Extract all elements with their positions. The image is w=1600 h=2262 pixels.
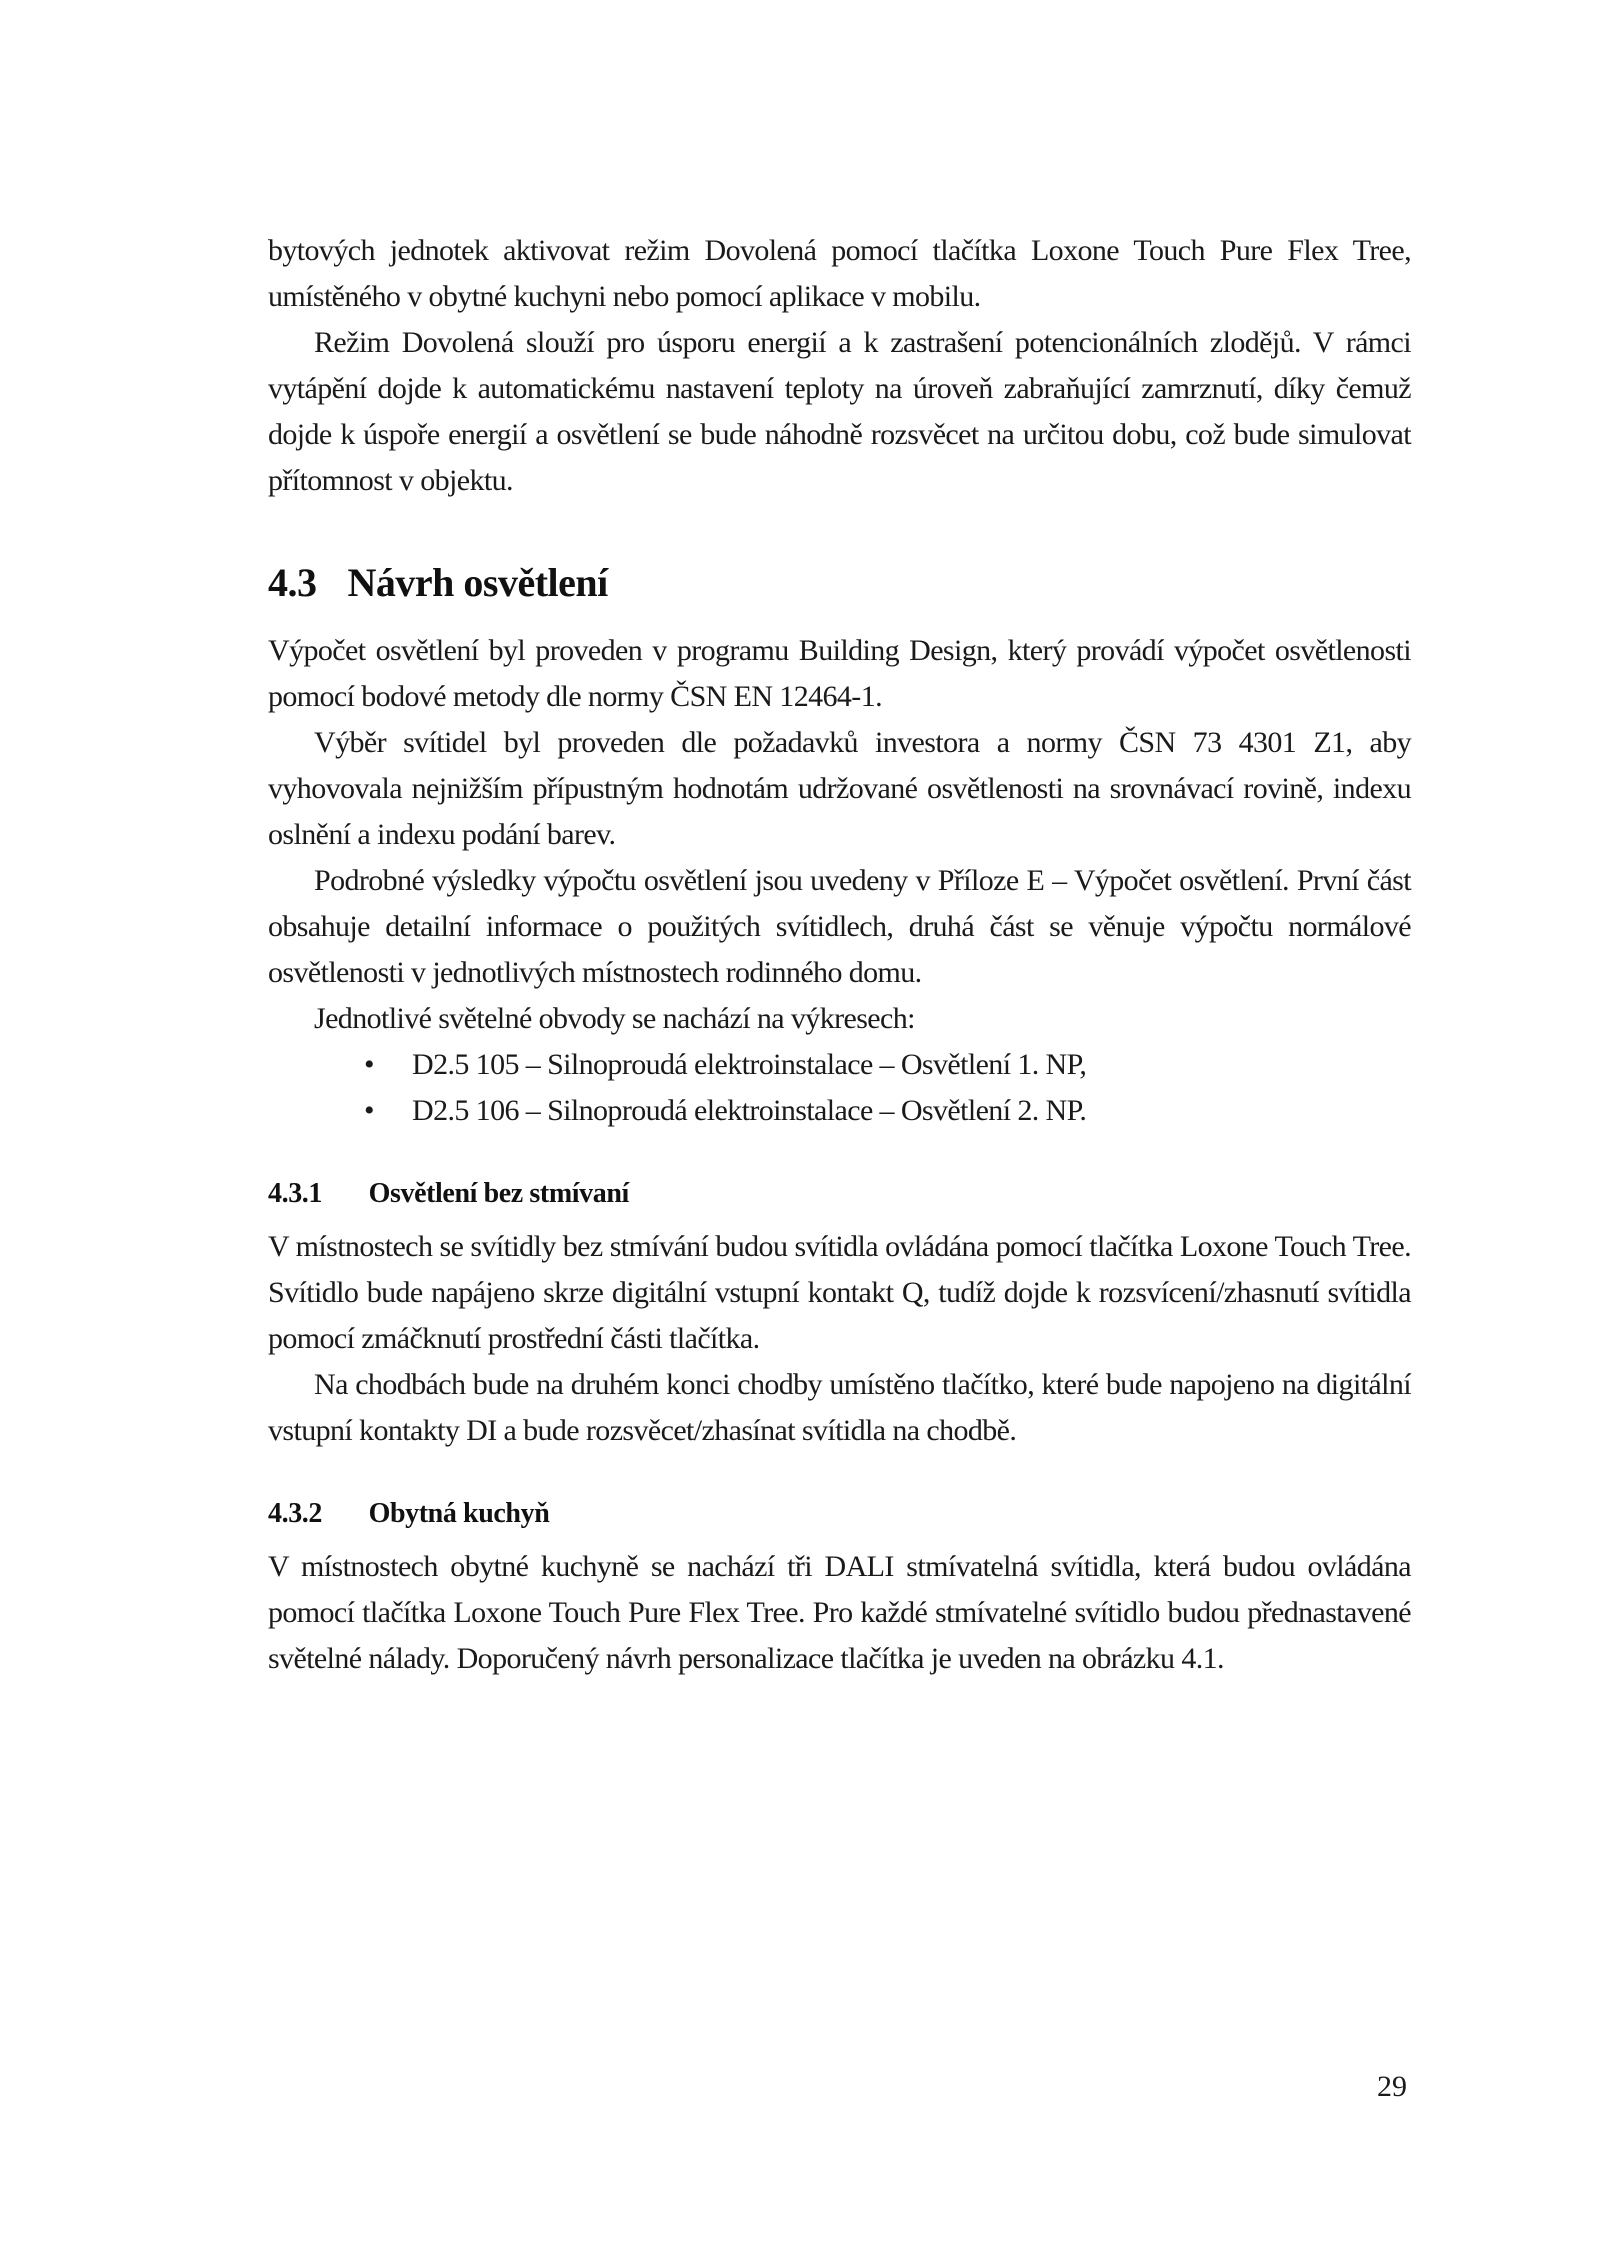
paragraph-4-3-1-b: Na chodbách bude na druhém konci chodby umístěno tlačítko, které bude napojeno na digitální vstupní kontakty DI a bude rozsvěcet/zhasínat svítidla na chodbě. bbox=[268, 1368, 1411, 1447]
section-heading-4-3 bbox=[268, 558, 1411, 608]
paragraph-4-3-3: Podrobné výsledky výpočtu osvětlení jsou uvedeny v Příloze E – Výpočet osvětlení. První část obsahuje detailní informace o použitých svítidlech, druhá část se věnuje výpočtu normálové osvětlenosti v jednotlivých místnostech rodinného domu. bbox=[268, 864, 1411, 989]
section-number: 4.3 bbox=[268, 560, 317, 605]
section-title: Osvětlení bez stmívaní bbox=[368, 1178, 629, 1209]
section-heading-4-3-2 bbox=[268, 1494, 1411, 1534]
list-item-text: D2.5 105 – Silnoproudá elektroinstalace – Osvětlení 1. NP, bbox=[412, 1048, 1087, 1081]
section-title: Návrh osvětlení bbox=[347, 560, 608, 605]
drawing-list bbox=[268, 1042, 1411, 1134]
paragraph-4-3-4: Jednotlivé světelné obvody se nachází na výkresech: bbox=[314, 1002, 915, 1035]
paragraph-4-3-2: Výběr svítidel byl proveden dle požadavků investora a normy ČSN 73 4301 Z1, aby vyhovovala nejnižším přípustným hodnotám udržované osvětlenosti na srovnávací rovině, indexu oslnění a indexu podání barev. bbox=[268, 726, 1411, 851]
section-title: Obytná kuchyň bbox=[368, 1498, 550, 1529]
section-number: 4.3.2 bbox=[268, 1498, 323, 1529]
list-item bbox=[268, 1042, 1411, 1088]
list-item-text: D2.5 106 – Silnoproudá elektroinstalace – Osvětlení 2. NP. bbox=[412, 1094, 1087, 1127]
paragraph-intro-1: bytových jednotek aktivovat režim Dovolená pomocí tlačítka Loxone Touch Pure Flex Tree, umístěného v obytné kuchyni nebo pomocí aplikace v mobilu. bbox=[268, 234, 1411, 313]
list-item bbox=[268, 1088, 1411, 1134]
paragraph-4-3-1-a: V místnostech se svítidly bez stmívání budou svítidla ovládána pomocí tlačítka Loxone Touch Tree. Svítidlo bude napájeno skrze digitální vstupní kontakt Q, tudíž dojde k rozsvícení/zhasnutí svítidla pomocí zmáčknutí prostřední části tlačítka. bbox=[268, 1230, 1411, 1355]
bullet-icon: • bbox=[364, 1094, 374, 1127]
paragraph-4-3-1: Výpočet osvětlení byl proveden v programu Building Design, který provádí výpočet osvětlenosti pomocí bodové metody dle normy ČSN EN 12464-1. bbox=[268, 634, 1411, 713]
page-number: 29 bbox=[1377, 2070, 1407, 2103]
section-number: 4.3.1 bbox=[268, 1178, 323, 1209]
document-page bbox=[268, 228, 1411, 1682]
bullet-icon: • bbox=[364, 1048, 374, 1081]
paragraph-4-3-2-a: V místnostech obytné kuchyně se nachází tři DALI stmívatelná svítidla, která budou ovládána pomocí tlačítka Loxone Touch Pure Flex Tree. Pro každé stmívatelné svítidlo budou přednastavené světelné nálady. Doporučený návrh personalizace tlačítka je uveden na obrázku 4.1. bbox=[268, 1550, 1411, 1675]
section-heading-4-3-1 bbox=[268, 1174, 1411, 1214]
paragraph-intro-2: Režim Dovolená slouží pro úsporu energií a k zastrašení potencionálních zlodějů. V rámci vytápění dojde k automatickému nastavení teploty na úroveň zabraňující zamrznutí, díky čemuž dojde k úspoře energií a osvětlení se bude náhodně rozsvěcet na určitou dobu, což bude simulovat přítomnost v objektu. bbox=[268, 326, 1411, 497]
